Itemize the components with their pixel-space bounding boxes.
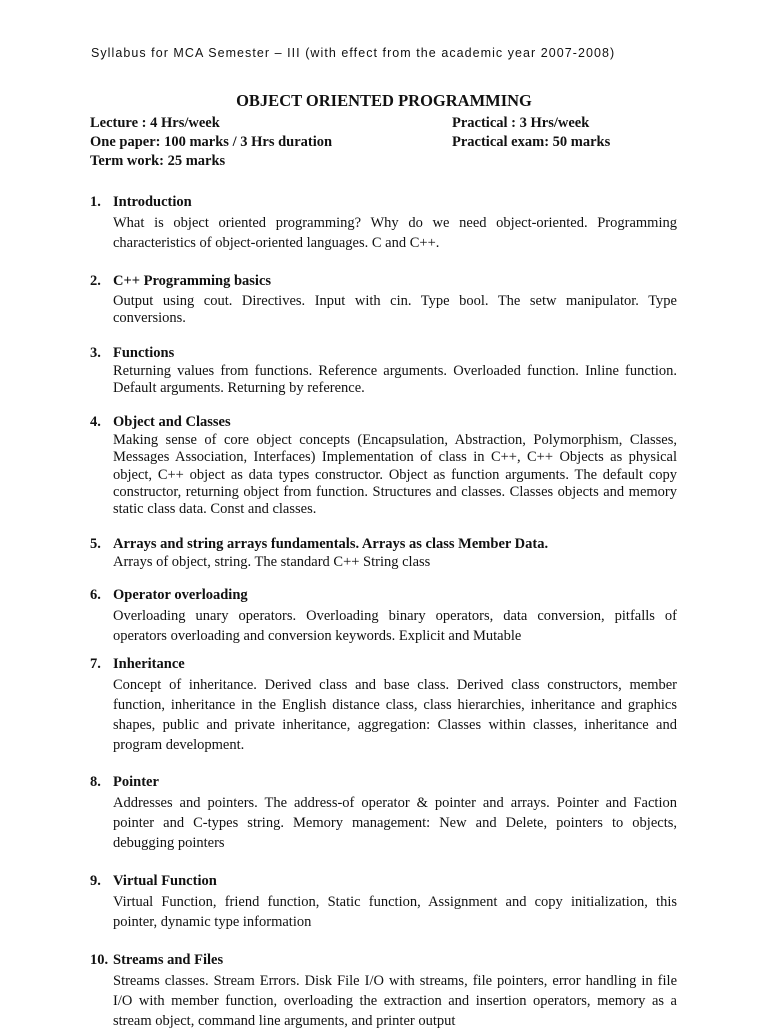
syllabus-unit [90,872,677,932]
unit-description: Arrays of object, string. The standard C++ String class [113,554,431,570]
unit-number: 7. [90,656,101,672]
syllabus-unit [90,413,677,518]
unit-title: Streams and Files [113,952,224,968]
unit-description: What is object oriented programming? Why do we need object-oriented. Programming characteristics of object-oriented languages. C and C++. [113,215,677,251]
unit-description: Addresses and pointers. The address-of operator & pointer and arrays. Pointer and Faction pointer and C-types string. Memory management: New and Delete, pointers to objects, debugging pointers [113,795,677,851]
practical-exam-marks: Practical exam: 50 marks [452,134,611,150]
unit-title: Introduction [113,194,192,210]
syllabus-unit [90,193,677,253]
syllabus-unit [90,344,677,398]
unit-title: Operator overloading [113,587,248,603]
unit-number: 5. [90,536,101,552]
syllabus-unit [90,535,677,571]
unit-description: Virtual Function, friend function, Static function, Assignment and copy initialization, this pointer, dynamic type information [113,894,677,930]
unit-number: 4. [90,414,101,430]
unit-title: C++ Programming basics [113,273,272,289]
unit-description: Making sense of core object concepts (Encapsulation, Abstraction, Polymorphism, Classes, Messages Association, Interfaces) Implementation of class in C++, C++ Objects as physical object, C++ object as data types constructor. Object as function arguments. The default copy constructor, returning object from function. Structures and classes. Classes objects and memory static class data. Const and classes. [113,432,677,518]
practical-hours: Practical : 3 Hrs/week [452,115,590,131]
unit-title: Arrays and string arrays fundamentals. Arrays as class Member Data. [113,536,549,552]
unit-description: Concept of inheritance. Derived class and base class. Derived class constructors, member function, inheritance in the English distance class, class hierarchies, inheritance and graphics shapes, public and private inheritance, aggregation: Classes within classes, inheritance and program development. [113,677,677,753]
unit-number: 1. [90,194,101,210]
syllabus-unit [90,272,677,328]
term-work-marks: Term work: 25 marks [90,153,226,169]
running-header: Syllabus for MCA Semester – III (with effect from the academic year 2007-2008) [91,46,616,60]
unit-title: Virtual Function [113,873,217,889]
paper-marks: One paper: 100 marks / 3 Hrs duration [90,134,333,150]
lecture-hours: Lecture : 4 Hrs/week [90,115,220,131]
syllabus-unit [90,773,677,853]
course-title: OBJECT ORIENTED PROGRAMMING [236,91,532,110]
unit-description: Returning values from functions. Reference arguments. Overloaded function. Inline function. Default arguments. Returning by reference. [113,363,677,397]
syllabus-unit [90,655,677,755]
unit-number: 6. [90,587,101,603]
unit-description: Overloading unary operators. Overloading binary operators, data conversion, pitfalls of operators overloading and conversion keywords. Explicit and Mutable [113,608,677,644]
unit-title: Functions [113,345,175,361]
unit-title: Inheritance [113,656,185,672]
unit-title: Pointer [113,774,159,790]
syllabus-unit [90,586,677,646]
unit-title: Object and Classes [113,414,231,430]
unit-description: Streams classes. Stream Errors. Disk File I/O with streams, file pointers, error handling in file I/O with member function, overloading the extraction and insertion operators, memory as a stream object, command line arguments, and printer output [113,973,677,1029]
unit-number: 10. [90,952,109,968]
syllabus-unit [90,951,677,1031]
unit-number: 8. [90,774,101,790]
unit-description: Output using cout. Directives. Input with cin. Type bool. The setw manipulator. Type conversions. [113,293,677,327]
unit-number: 3. [90,345,101,361]
unit-number: 9. [90,873,101,889]
unit-number: 2. [90,273,101,289]
